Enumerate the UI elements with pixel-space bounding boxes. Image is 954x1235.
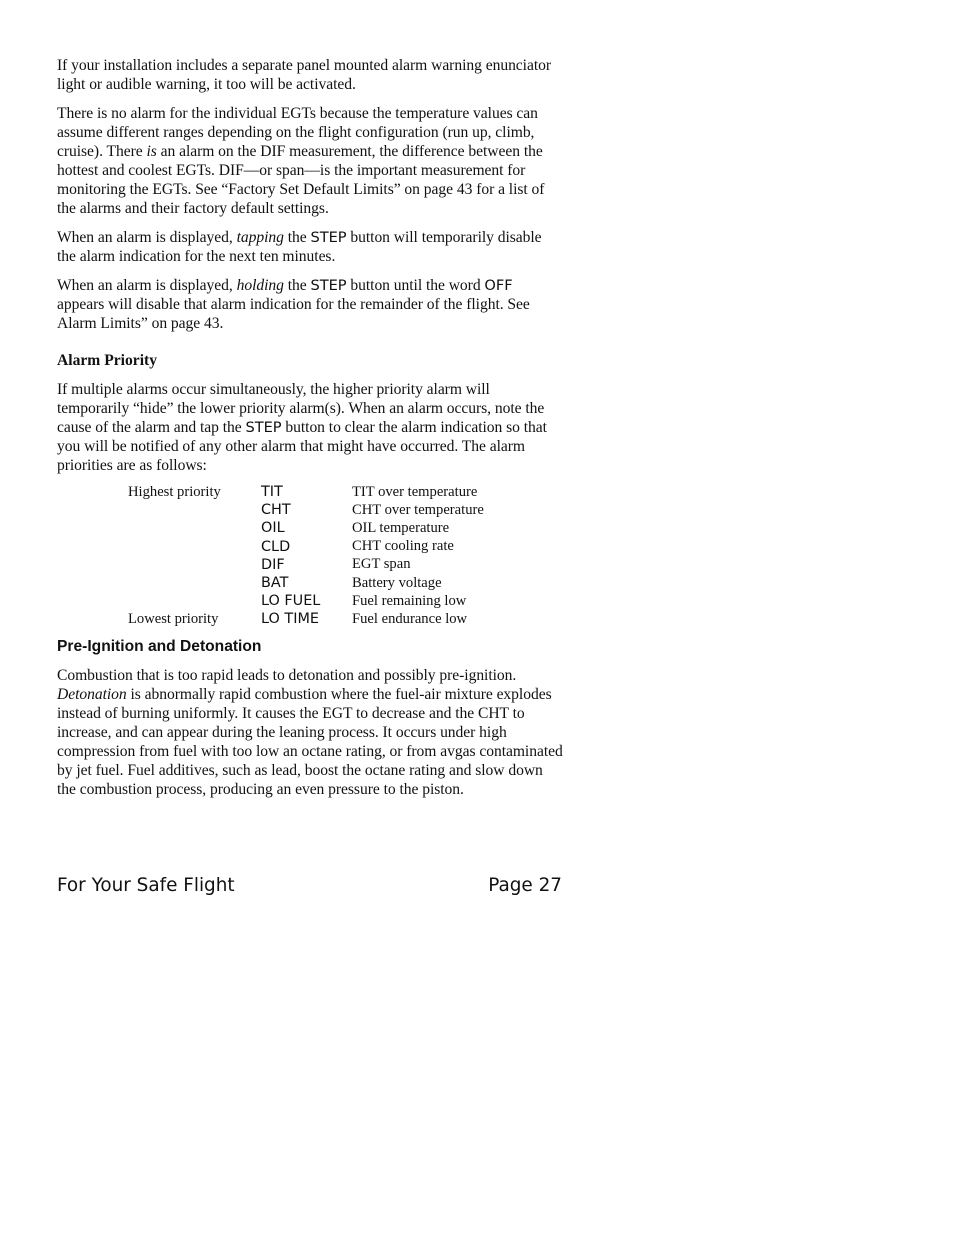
priority-rank [128,501,261,519]
alarm-code: DIF [261,556,285,573]
paragraph-egt-alarm [57,104,563,218]
priority-rank [128,556,261,574]
text-run: There is no alarm for the individual EGTs because the temperature values can assume different ranges depending on the flight configuration (run up, climb, cruise). There [57,105,538,160]
emphasis-text: Detonation [57,685,127,703]
alarm-code: TIT [261,484,283,501]
alarm-code: CLD [261,538,291,555]
emphasis-text: tapping [236,229,284,246]
footer-title: For Your Safe Flight [57,875,235,896]
off-display-label: OFF [484,277,513,294]
text-run: Combustion that is too rapid leads to detonation and possibly pre-ignition. [57,666,517,684]
alarm-description: Battery voltage [352,574,442,591]
paragraph-tapping-step [57,228,563,266]
text-run: an alarm on the DIF measurement, the difference between the hottest and coolest EGTs. DIF—or span—is the important measurement for monitoring the EGTs. See “Factory Set Default Limits” on page 43 for a list of the alarms and their factory default settings. [57,143,545,217]
alarm-description: EGT span [352,556,411,573]
priority-rank [128,574,261,592]
text-run: If multiple alarms occur simultaneously, the higher priority alarm will temporarily “hide” the lower priority alarm(s). When an alarm occurs, note the cause of the alarm and tap the [57,381,545,436]
paragraph-text: If your installation includes a separate panel mounted alarm warning enunciator light or audible warning, it too will be activated. [57,57,552,93]
paragraph-enunciator [57,56,563,94]
text-run: is abnormally rapid combustion where the fuel-air mixture explodes instead of burning uniformly. It causes the EGT to decrease and the CHT to increase, and can appear during the leaning process. It occurs under high compression from fuel with too low an octane rating, or from avgas contaminated by jet fuel. Fuel additives, such as lead, boost the octane rating and slow down the combustion process, producing an even pressure to the piston. [57,685,563,798]
page-footer [57,875,562,897]
table-row [128,610,484,628]
table-row [128,556,484,574]
alarm-description: CHT over temperature [352,501,484,518]
priority-rank [128,538,261,556]
priority-rank [128,592,261,610]
alarm-description: Fuel remaining low [352,592,467,609]
alarm-description: Fuel endurance low [352,610,468,627]
emphasis-text: is [146,143,157,160]
text-run: button will temporarily disable the alarm indication for the next ten minutes. [57,229,542,265]
alarm-description: TIT over temperature [352,483,478,500]
text-run: the [283,277,311,294]
text-run: When an alarm is displayed, [57,229,237,246]
page-number: Page 27 [488,875,562,896]
alarm-code: LO FUEL [261,593,321,610]
text-run: button to clear the alarm indication so that you will be notified of any other alarm that might have occurred. The alarm priorities are as follows: [57,419,547,474]
alarm-code: BAT [261,575,289,592]
alarm-code: CHT [261,502,291,519]
text-run: the [283,229,311,246]
step-button-label: STEP [245,419,282,436]
paragraph-alarm-priority-intro [57,380,563,475]
section-heading-alarm-priority: Alarm Priority [57,352,158,369]
alarm-priority-table [128,483,484,629]
paragraph-detonation [57,666,563,799]
priority-rank: Highest priority [128,483,221,500]
alarm-description: CHT cooling rate [352,538,454,555]
paragraph-holding-step [57,276,563,333]
table-row [128,538,484,556]
section-heading-pre-ignition: Pre-Ignition and Detonation [57,637,262,655]
table-row [128,592,484,610]
table-row [128,501,484,519]
text-run: When an alarm is displayed, [57,277,237,294]
table-row [128,483,484,501]
text-run: appears will disable that alarm indication for the remainder of the flight. See Alarm Limits” on page 43. [57,296,530,332]
document-page [57,56,563,809]
alarm-description: OIL temperature [352,519,450,536]
priority-rank: Lowest priority [128,610,219,627]
alarm-code: LO TIME [261,611,319,628]
step-button-label: STEP [310,229,347,246]
table-row [128,574,484,592]
priority-rank [128,519,261,537]
emphasis-text: holding [236,277,284,294]
text-run: button until the word [346,277,485,294]
alarm-code: OIL [261,520,285,537]
step-button-label: STEP [310,277,347,294]
table-row [128,519,484,537]
